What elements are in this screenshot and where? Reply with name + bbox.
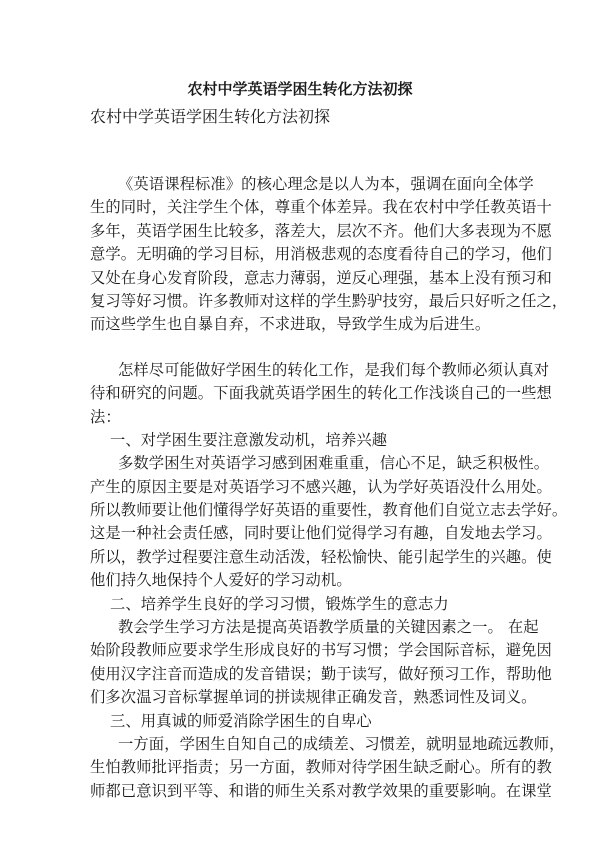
paragraph-intro — [90, 173, 568, 337]
paragraph-line: 又处在身心发育阶段，意志力薄弱，逆反心理强，基本上没有预习和 — [90, 268, 552, 287]
paragraph-line: 他们持久地保持个人爱好的学习动机。 — [90, 571, 352, 590]
paragraph-line: 《英语课程标准》的核心理念是以人为本，强调在面向全体学 — [118, 175, 534, 193]
paragraph-line: 这是一种社会责任感，同时要让他们觉得学习有趣，自发地去学习。 — [90, 524, 552, 543]
document-title: 农村中学英语学困生转化方法初探 — [187, 80, 413, 98]
paragraph-line: 生的同时，关注学生个体，尊重个体差异。我在农村中学任教英语十 — [90, 198, 552, 217]
section-heading-1: 一、对学困生要注意激发动机，培养兴趣 — [110, 430, 388, 449]
paragraph-line: 们多次温习音标掌握单词的拼读规律正确发音，熟悉词性及词义。 — [90, 688, 537, 707]
section-heading-3: 三、用真诚的师爱消除学困生的自卑心 — [110, 711, 372, 730]
paragraph-line: 产生的原因主要是对英语学习不感兴趣，认为学好英语没什么用处。 — [90, 477, 552, 496]
paragraph-line: 而这些学生也自暴自弃，不求进取，导致学生成为后进生。 — [90, 315, 491, 334]
document-subtitle: 农村中学英语学困生转化方法初探 — [90, 107, 331, 126]
paragraph-line: 复习等好习惯。许多教师对这样的学生黔驴技穷，最后只好听之任之， — [90, 291, 568, 310]
paragraph-line: 师都已意识到平等、和谐的师生关系对教学效果的重要影响。在课堂 — [90, 781, 552, 800]
paragraph-line: 一方面，学困生自知自己的成绩差、习惯差，就明显地疏远教师， — [118, 734, 565, 753]
paragraph-motivation — [90, 452, 568, 592]
paragraph-line: 待和研究的问题。下面我就英语学困生的转化工作浅谈自己的一些想 — [90, 384, 552, 403]
document-body — [90, 173, 568, 803]
paragraph-teacher-love — [90, 733, 565, 803]
paragraph-approach — [90, 359, 552, 429]
paragraph-line: 使用汉字注音而造成的发音错误；勤于读写，做好预习工作，帮助他 — [90, 664, 552, 683]
paragraph-line: 法： — [90, 407, 121, 426]
paragraph-line: 教会学生学习方法是提高英语教学质量的关键因素之一。 在起 — [118, 618, 539, 637]
paragraph-habits — [90, 616, 552, 710]
paragraph-line: 所以教师要让他们懂得学好英语的重要性，教育他们自觉立志去学好。 — [90, 501, 568, 520]
paragraph-line: 多数学困生对英语学习感到困难重重，信心不足，缺乏积极性。 — [118, 454, 550, 473]
paragraph-line: 意学。无明确的学习目标，用消极悲观的态度看待自己的学习，他们 — [90, 245, 552, 264]
paragraph-line: 所以，教学过程要注意生动活泼，轻松愉快、能引起学生的兴趣。使 — [90, 547, 552, 566]
section-heading-2: 二、培养学生良好的学习习惯，锻炼学生的意志力 — [110, 594, 449, 613]
paragraph-line: 怎样尽可能做好学困生的转化工作，是我们每个教师必须认真对 — [118, 360, 550, 379]
paragraph-line: 生怕教师批评指责；另一方面，教师对待学困生缺乏耐心。所有的教 — [90, 758, 552, 777]
paragraph-line: 始阶段教师应要求学生形成良好的书写习惯；学会国际音标，避免因 — [90, 641, 552, 660]
paragraph-line: 多年，英语学困生比较多，落差大，层次不齐。他们大多表现为不愿 — [90, 221, 552, 240]
